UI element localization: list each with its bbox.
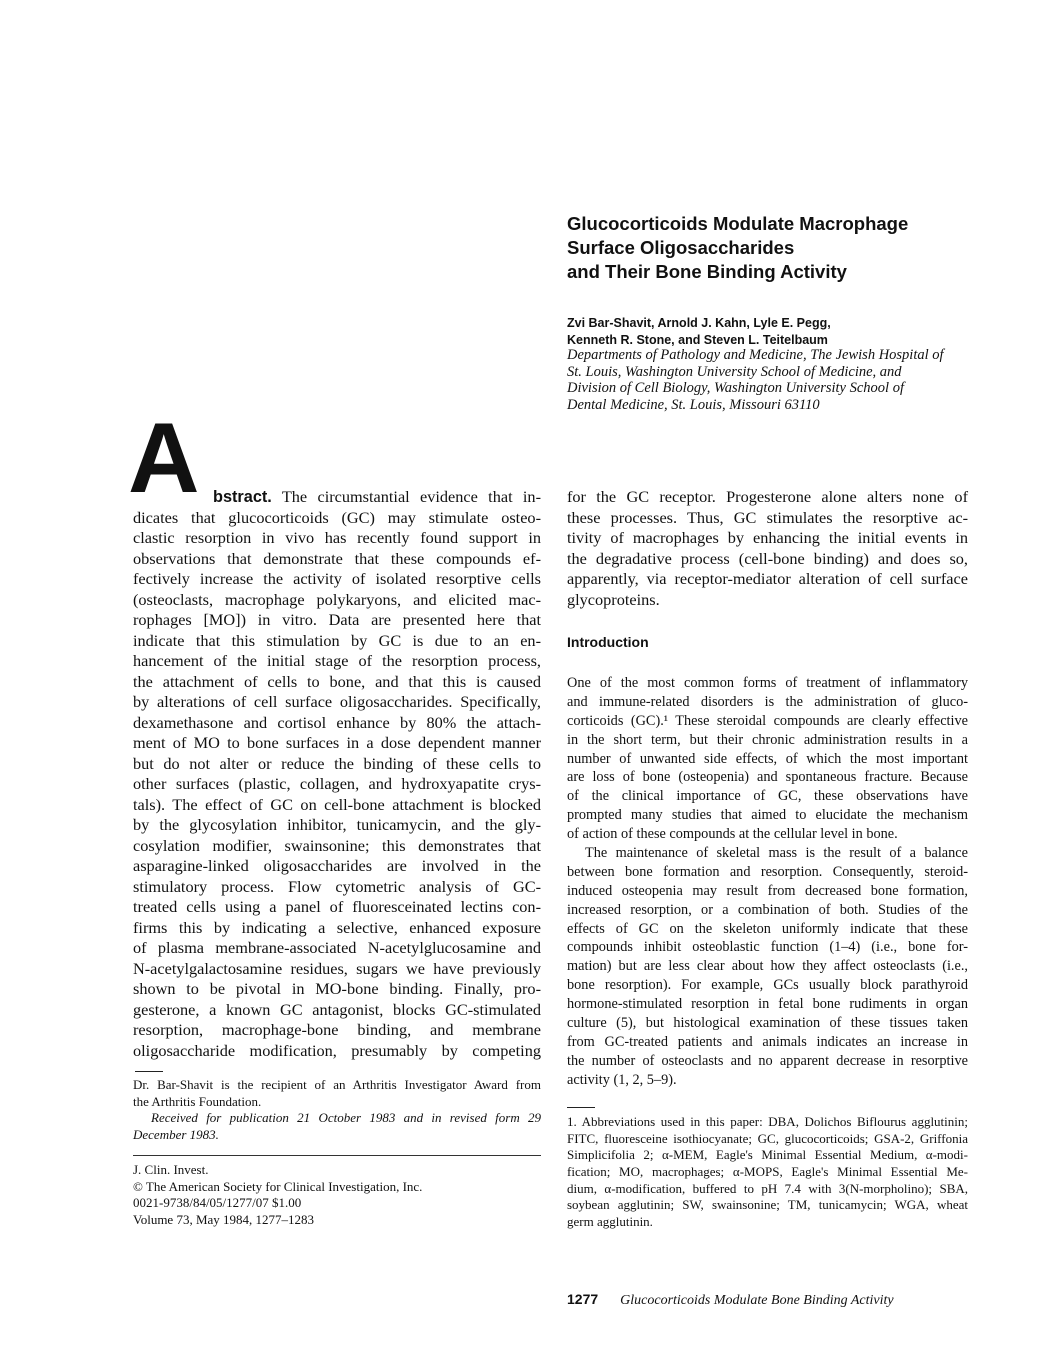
text-line: tivity of macrophages by enhancing the initial events in [567, 528, 968, 547]
abstract-label: bstract. [213, 488, 272, 506]
text-line: J. Clin. Invest. [133, 1162, 209, 1177]
text-line: Division of Cell Biology, Washington University School of [567, 380, 904, 397]
text-line: bone resorption). For example, GCs usually block parathyroid [567, 977, 968, 994]
journal-info-rule [133, 1155, 541, 1156]
text-line: gesterone, a known GC antagonist, blocks GC-stimulated [133, 999, 541, 1019]
text-line: © The American Society for Clinical Investigation, Inc. [133, 1178, 423, 1194]
abstract-right-column [567, 487, 968, 610]
award-note [133, 1077, 541, 1110]
text-line: cosylation modifier, swainsonine; this demonstrates that [133, 835, 541, 855]
text-line: of the clinical importance of GC, these observations have [567, 788, 968, 805]
text-line: 1. Abbreviations used in this paper: DBA, Dolichos Biflourus agglutinin; [567, 1114, 968, 1129]
text-line: dexamethasone and cortisol enhance by 80% the attach- [133, 712, 541, 732]
text-line: hancement of the initial stage of the resorption process, [133, 651, 541, 670]
text-line: but do not alter or reduce the binding of these cells to [133, 753, 541, 773]
text-line: apparently, via receptor-mediator alteration of cell surface [567, 569, 968, 588]
text-line: firms this by indicating a selective, enhanced exposure [133, 917, 541, 937]
text-line: stimulatory process. Flow cytometric analysis of GC- [133, 876, 541, 896]
article-title [567, 212, 908, 284]
text-line: the number of osteoclasts and no apparent decrease in resorptive [567, 1052, 968, 1069]
page-number: 1277 [567, 1291, 599, 1307]
text-line: Glucocorticoids Modulate Macrophage [567, 213, 909, 234]
text-line: resorption, macrophage-bone binding, and membrane [133, 1020, 541, 1039]
text-line: by alterations of cell surface oligosaccharides. Specifically, [133, 692, 541, 711]
text-line: ment of MO to bone surfaces in a dose dependent manner [133, 733, 541, 752]
abstract-drop-cap: A [128, 402, 200, 513]
text-line: Kenneth R. Stone, and Steven L. Teitelbaum [567, 333, 828, 347]
text-line: Departments of Pathology and Medicine, The Jewish Hospital of [567, 347, 944, 363]
text-line: rophages [MO]) in vitro. Data are presented here that [133, 610, 541, 629]
author-list [567, 315, 831, 349]
page-footer [567, 1291, 894, 1309]
text-line: mation) but are less clear about how they affect osteoclasts (i.e., [567, 958, 968, 975]
text-line: effects of GC on the skeleton uniformly indicate that these [567, 920, 968, 937]
text-line: and immune-related disorders is the administration of gluco- [567, 693, 968, 710]
text-line: observations that demonstrate that these compounds ef- [133, 548, 541, 568]
text-line: Dental Medicine, St. Louis, Missouri 63110 [567, 396, 820, 413]
text-line: dicates that glucocorticoids (GC) may stimulate osteo- [133, 507, 541, 527]
text-line: hormone-stimulated resorption in fetal bone rudiments in organ [567, 996, 968, 1013]
text-line: from GC-treated patients and animals indicates an increase in [567, 1033, 968, 1050]
text-line: activity (1, 2, 5–9). [567, 1071, 677, 1088]
text-line: fication; MO, macrophages; α-MOPS, Eagle's Minimal Essential Me- [567, 1164, 968, 1180]
intro-paragraph-2 [567, 844, 968, 1090]
text-line: induced osteopenia may result from decreased bone formation, [567, 882, 968, 899]
abbrev-footnote-rule [567, 1107, 595, 1108]
text-line: FITC, fluoresceine isothiocyanate; GC, glucocorticoids; GSA-2, Griffonia [567, 1130, 968, 1146]
journal-info [133, 1162, 541, 1229]
text-line: asparagine-linked oligosaccharides are involved in the [133, 856, 541, 875]
text-line: N-acetylgalactosamine residues, sugars we have previously [133, 958, 541, 978]
text-line: the degradative process (cell-bone binding) and does so, [567, 548, 968, 568]
text-line: Volume 73, May 1984, 1277–1283 [133, 1212, 315, 1228]
text-line: the Arthritis Foundation. [133, 1093, 262, 1109]
intro-paragraph-1 [567, 674, 968, 844]
text-line: culture (5), but histological examination of these tissues taken [567, 1015, 968, 1032]
author-footnotes [133, 1077, 541, 1144]
received-note [133, 1110, 541, 1143]
footnote-rule [135, 1071, 163, 1072]
text-line: the attachment of cells to bone, and that this is caused [133, 671, 541, 691]
text-line: Zvi Bar-Shavit, Arnold J. Kahn, Lyle E. Pegg, [567, 316, 831, 330]
text-line: fectively increase the activity of isolated resorptive cells [133, 569, 541, 588]
text-line: number of unwanted side effects, of which the most important [567, 750, 968, 767]
text-line: of plasma membrane-associated N-acetylglucosamine and [133, 938, 541, 957]
text-line: Received for publication 21 October 1983 and in revised form 29 [151, 1110, 541, 1126]
text-line: for the GC receptor. Progesterone alone alters none of [567, 487, 968, 506]
text-line: The maintenance of skeletal mass is the result of a balance [585, 845, 968, 862]
text-line: of action of these compounds at the cellular level in bone. [567, 826, 898, 843]
text-line: treated cells using a panel of fluoresceinated lectins con- [133, 897, 541, 916]
text-line: these processes. Thus, GC stimulates the resorptive ac- [567, 507, 968, 527]
introduction-body [567, 674, 968, 1090]
text-line: germ agglutinin. [567, 1214, 653, 1230]
text-line: by the glycosylation inhibitor, tunicamycin, and the gly- [133, 815, 541, 834]
abstract-left-column [133, 487, 541, 1061]
abstract-left-lines [133, 508, 541, 1062]
text-line: Surface Oligosaccharides [567, 237, 795, 258]
text-line: December 1983. [133, 1127, 219, 1143]
text-line: between bone formation and resorption. Consequently, steroid- [567, 863, 968, 880]
text-line: corticoids (GC).¹ These steroidal compounds are clearly effective [567, 712, 968, 729]
text-line: shown to be pivotal in MO-bone binding. Finally, pro- [133, 979, 541, 998]
abstract-first-line [133, 487, 541, 508]
text-line: are loss of bone (osteopenia) and spontaneous fracture. Because [567, 769, 968, 786]
text-line: in the short term, but their chronic administration results in a [567, 731, 968, 748]
text-line: Simplicifolia 2; α-MEM, Eagle's Minimal Essential Medium, α-modi- [567, 1147, 968, 1163]
text-line: and Their Bone Binding Activity [567, 261, 847, 282]
section-heading-introduction: Introduction [567, 634, 649, 650]
text-line: soybean agglutinin; SW, swainsonine; TM, tunicamycin; WGA, wheat [567, 1197, 968, 1213]
abstract-first-line-text: The circumstantial evidence that in- [271, 487, 541, 506]
text-line: clastic resorption in vivo has recently found support in [133, 528, 541, 547]
text-line: Dr. Bar-Shavit is the recipient of an Arthritis Investigator Award from [133, 1077, 541, 1092]
text-line: glycoproteins. [567, 589, 660, 609]
running-title: Glucocorticoids Modulate Bone Binding Activity [620, 1293, 894, 1308]
text-line: increased resorption, or a combination of both. Studies of the [567, 901, 968, 918]
text-line: indicate that this stimulation by GC is due to an en- [133, 630, 541, 650]
text-line: oligosaccharide modification, presumably by competing [133, 1040, 541, 1060]
text-line: One of the most common forms of treatment of inflammatory [567, 675, 968, 691]
text-line: compounds inhibit osteoblastic function (1–4) (i.e., bone for- [567, 939, 968, 956]
affiliation [567, 347, 944, 413]
text-line: prompted many studies that aimed to elucidate the mechanism [567, 807, 968, 824]
abbreviations-footnote [567, 1114, 968, 1231]
text-line: 0021-9738/84/05/1277/07 $1.00 [133, 1195, 302, 1211]
text-line: tals). The effect of GC on cell-bone attachment is blocked [133, 794, 541, 814]
text-line: dium, α-modification, buffered to pH 7.4 with 3(N-morpholino); SBA, [567, 1180, 968, 1196]
text-line: St. Louis, Washington University School of Medicine, and [567, 363, 902, 380]
text-line: (osteoclasts, macrophage polykaryons, and elicited mac- [133, 589, 541, 609]
text-line: other surfaces (plastic, collagen, and hydroxyapatite crys- [133, 774, 541, 793]
